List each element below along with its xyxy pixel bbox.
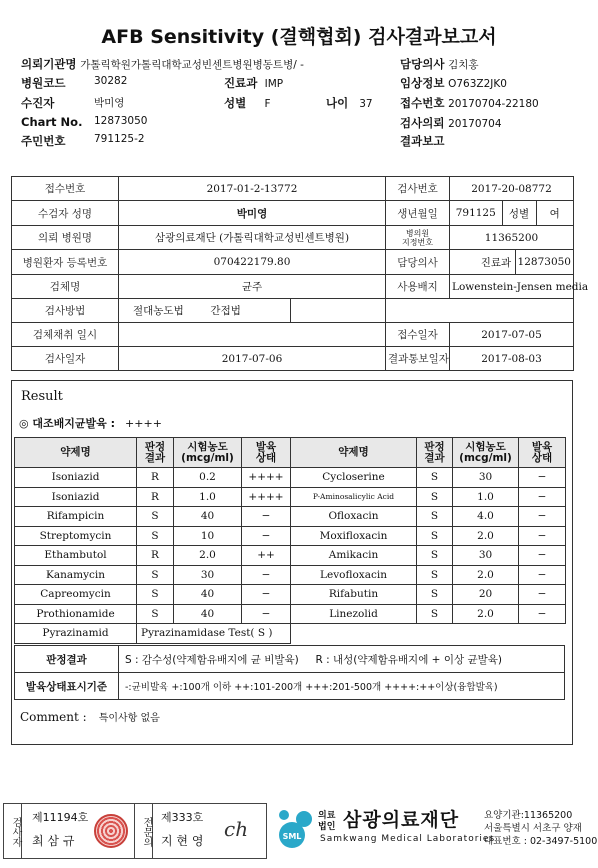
header-resident-no: 주민번호 791125-2 xyxy=(21,133,145,148)
legend-judge-text: S : 감수성(약제함유배지에 균 비발육) R : 내성(약제함유배지에 + 이상 균발육) xyxy=(119,646,565,673)
info-value: 박미영 xyxy=(119,201,386,226)
growth-status: − xyxy=(519,585,566,605)
col-growth: 발육 상태 xyxy=(519,438,566,468)
drug-name: Rifampicin xyxy=(15,507,137,527)
info-row xyxy=(12,201,574,226)
examiner-label: 검사자 xyxy=(10,817,21,847)
table-header-row xyxy=(15,438,566,468)
org-prefix: 의료법인 xyxy=(318,811,336,832)
info-row xyxy=(12,250,574,275)
judge-result: S xyxy=(417,565,453,585)
growth-status: − xyxy=(519,487,566,507)
header-clinical-info: 임상정보 O763Z2JK0 xyxy=(400,76,507,90)
info-value: 2017-20-08772 xyxy=(450,177,574,201)
header-chart-no: Chart No. 12873050 xyxy=(21,115,148,129)
test-concentration: 2.0 xyxy=(453,526,519,546)
info-value: 2017-07-05 xyxy=(450,323,574,347)
growth-status: − xyxy=(242,507,291,527)
drug-name: Rifabutin xyxy=(291,585,417,605)
examiner-license: 제11194호 xyxy=(32,811,89,824)
judge-result: S xyxy=(137,507,174,527)
header-hospital-code: 병원코드 30282 xyxy=(21,75,128,90)
info-row xyxy=(12,177,574,201)
drug-name: Ethambutol xyxy=(15,546,137,566)
drug-name: P-Aminosalicylic Acid xyxy=(291,487,417,507)
growth-status: − xyxy=(242,585,291,605)
examiner-name: 최 삼 규 xyxy=(32,834,75,848)
drug-name: Ofloxacin xyxy=(291,507,417,527)
judge-result: S xyxy=(417,604,453,624)
footer xyxy=(0,801,598,861)
judge-result: S xyxy=(417,526,453,546)
info-label: 검사일자 xyxy=(12,347,119,371)
judge-result: S xyxy=(417,468,453,488)
info-value: 삼광의료재단 (가톨릭대학교성빈센트병원) xyxy=(119,226,386,250)
info-label: 의뢰 병원명 xyxy=(12,226,119,250)
judge-result: S xyxy=(417,487,453,507)
col-growth: 발육 상태 xyxy=(242,438,291,468)
info-value: 791125 xyxy=(450,201,502,225)
org-english-name: Samkwang Medical Laboratories xyxy=(320,834,496,844)
info-value: 절대농도법 간접법 xyxy=(119,299,291,323)
col-conc: 시험농도 (mcg/ml) xyxy=(174,438,242,468)
legend-table xyxy=(14,645,565,700)
drug-name: Prothionamide xyxy=(15,604,137,624)
report-title: AFB Sensitivity (결핵협회) 검사결과보고서 xyxy=(101,26,497,48)
info-label: 검체채취 일시 xyxy=(12,323,119,347)
legend-row xyxy=(15,673,565,700)
table-row xyxy=(15,487,566,507)
growth-status: − xyxy=(519,468,566,488)
header-department: 진료과 IMP xyxy=(224,76,284,90)
test-concentration: 4.0 xyxy=(453,507,519,527)
info-value: 11365200 xyxy=(450,226,574,250)
growth-status: − xyxy=(519,507,566,527)
header-receipt-no: 접수번호 20170704-22180 xyxy=(400,96,539,110)
growth-status: ++++ xyxy=(242,487,291,507)
info-value: 2017-01-2-13772 xyxy=(119,177,386,201)
drug-name: Cycloserine xyxy=(291,468,417,488)
legend-judge-label: 판정결과 xyxy=(15,646,119,673)
test-concentration: 2.0 xyxy=(174,546,242,566)
test-concentration: 2.0 xyxy=(453,604,519,624)
growth-status: − xyxy=(519,604,566,624)
info-label: 접수일자 xyxy=(386,323,450,347)
judge-result: R xyxy=(137,546,174,566)
info-label: 접수번호 xyxy=(12,177,119,201)
info-row xyxy=(12,226,574,250)
legend-growth-text: -:균비발육 +:100개 이하 ++:101-200개 +++:201-500개 ++++:++이상(융합발육) xyxy=(119,673,565,700)
test-concentration: 10 xyxy=(174,526,242,546)
header-age: 나이 37 xyxy=(326,96,373,110)
growth-status: − xyxy=(519,526,566,546)
table-row xyxy=(15,468,566,488)
info-label: 결과통보일자 xyxy=(386,347,450,371)
test-concentration: 40 xyxy=(174,507,242,527)
growth-status: − xyxy=(519,546,566,566)
info-label: 병원환자 등록번호 xyxy=(12,250,119,275)
growth-status: − xyxy=(242,526,291,546)
drug-name: Pyrazinamid xyxy=(15,624,137,644)
info-value: 여 xyxy=(549,207,560,220)
info-label: 검사방법 xyxy=(12,299,119,323)
info-row xyxy=(12,323,574,347)
table-row xyxy=(15,526,566,546)
table-row xyxy=(15,604,566,624)
dept-subtable xyxy=(450,250,573,274)
judge-result: S xyxy=(137,565,174,585)
judge-result: R xyxy=(137,487,174,507)
drug-name: Capreomycin xyxy=(15,585,137,605)
info-row xyxy=(12,347,574,371)
org-contact: 요양기관:11365200 서울특별시 서초구 양재 대표번호 : 02-3497-5100 xyxy=(484,810,598,847)
org-name: 삼광의료재단 xyxy=(343,809,460,831)
info-value: 2017-07-06 xyxy=(119,347,386,371)
drug-name: Moxifloxacin xyxy=(291,526,417,546)
info-label: 검사번호 xyxy=(386,177,450,201)
judge-result: R xyxy=(137,468,174,488)
header-report: 결과보고 xyxy=(400,134,445,148)
legend-growth-label: 발육상태표시기준 xyxy=(15,673,119,700)
col-conc: 시험농도 (mcg/ml) xyxy=(453,438,519,468)
info-value: 070422179.80 xyxy=(119,250,386,275)
info-label: 병의원 지정번호 xyxy=(386,226,450,250)
info-label: 검체명 xyxy=(12,275,119,299)
header-request-date: 검사의뢰 20170704 xyxy=(400,116,502,130)
info-label: 담당의사 xyxy=(386,250,450,275)
drug-name: Linezolid xyxy=(291,604,417,624)
logo-text: SML xyxy=(282,832,302,841)
judge-result: S xyxy=(137,526,174,546)
judge-result: S xyxy=(137,585,174,605)
drug-name: Streptomycin xyxy=(15,526,137,546)
col-judge: 판정 결과 xyxy=(417,438,453,468)
table-row xyxy=(15,565,566,585)
info-label: 수검자 성명 xyxy=(12,201,119,226)
info-row xyxy=(12,299,574,323)
growth-status: − xyxy=(519,565,566,585)
test-concentration: 2.0 xyxy=(453,565,519,585)
test-concentration: 30 xyxy=(453,468,519,488)
test-concentration: 1.0 xyxy=(453,487,519,507)
legend-row xyxy=(15,646,565,673)
seal-stamp xyxy=(94,814,128,848)
info-value: 균주 xyxy=(119,275,386,299)
growth-status: − xyxy=(242,565,291,585)
info-row xyxy=(12,275,574,299)
drug-name: Kanamycin xyxy=(15,565,137,585)
test-concentration: 40 xyxy=(174,604,242,624)
pyrazinamidase-test: Pyrazinamidase Test( S ) xyxy=(137,624,291,644)
specialist-label: 전문의 xyxy=(141,817,152,847)
drug-name: Levofloxacin xyxy=(291,565,417,585)
test-concentration: 20 xyxy=(453,585,519,605)
judge-result: S xyxy=(137,604,174,624)
judge-result: S xyxy=(417,546,453,566)
comment: Comment : 특이사항 없음 xyxy=(20,710,160,724)
table-row xyxy=(15,624,566,644)
drug-sensitivity-table xyxy=(14,437,566,644)
info-label: 진료과 xyxy=(477,250,515,274)
table-row xyxy=(15,507,566,527)
patient-info-table xyxy=(11,176,589,371)
header-institution: 의뢰기관명 가톨릭학원가톨릭대학교성빈센트병원병동트병/ - xyxy=(21,57,304,71)
col-judge: 판정 결과 xyxy=(137,438,174,468)
result-section xyxy=(11,380,573,745)
test-concentration: 40 xyxy=(174,585,242,605)
growth-status: − xyxy=(242,604,291,624)
header-doctor: 담당의사 김치홍 xyxy=(400,57,479,71)
drug-name: Amikacin xyxy=(291,546,417,566)
result-title: Result xyxy=(21,389,63,404)
test-concentration: 1.0 xyxy=(174,487,242,507)
judge-result: S xyxy=(417,507,453,527)
specialist-name: 지 현 영 xyxy=(161,834,204,848)
test-concentration: 30 xyxy=(174,565,242,585)
col-drug: 약제명 xyxy=(291,438,417,468)
info-label: 성별 xyxy=(502,201,536,225)
drug-name: Isoniazid xyxy=(15,487,137,507)
drug-name: Isoniazid xyxy=(15,468,137,488)
info-value: 2017-08-03 xyxy=(450,347,574,371)
info-label: 생년월일 xyxy=(386,201,450,226)
control-culture: ◎ 대조배지균발육 : ++++ xyxy=(19,417,162,430)
header-patient: 수진자 박미영 xyxy=(21,96,125,110)
growth-status: ++ xyxy=(242,546,291,566)
test-concentration: 0.2 xyxy=(174,468,242,488)
table-row xyxy=(15,585,566,605)
judge-result: S xyxy=(417,585,453,605)
specialist-license: 제333호 xyxy=(161,811,204,824)
birth-sex-subtable xyxy=(450,201,573,225)
col-drug: 약제명 xyxy=(15,438,137,468)
sml-logo-icon xyxy=(272,807,314,849)
header-sex: 성별 F xyxy=(224,96,271,110)
table-row xyxy=(15,546,566,566)
info-label: 사용배지 xyxy=(386,275,450,299)
growth-status: ++++ xyxy=(242,468,291,488)
signature: ch xyxy=(224,817,249,841)
info-value: Lowenstein-Jensen media xyxy=(450,275,574,299)
test-concentration: 30 xyxy=(453,546,519,566)
info-value: 12873050 xyxy=(517,256,571,268)
